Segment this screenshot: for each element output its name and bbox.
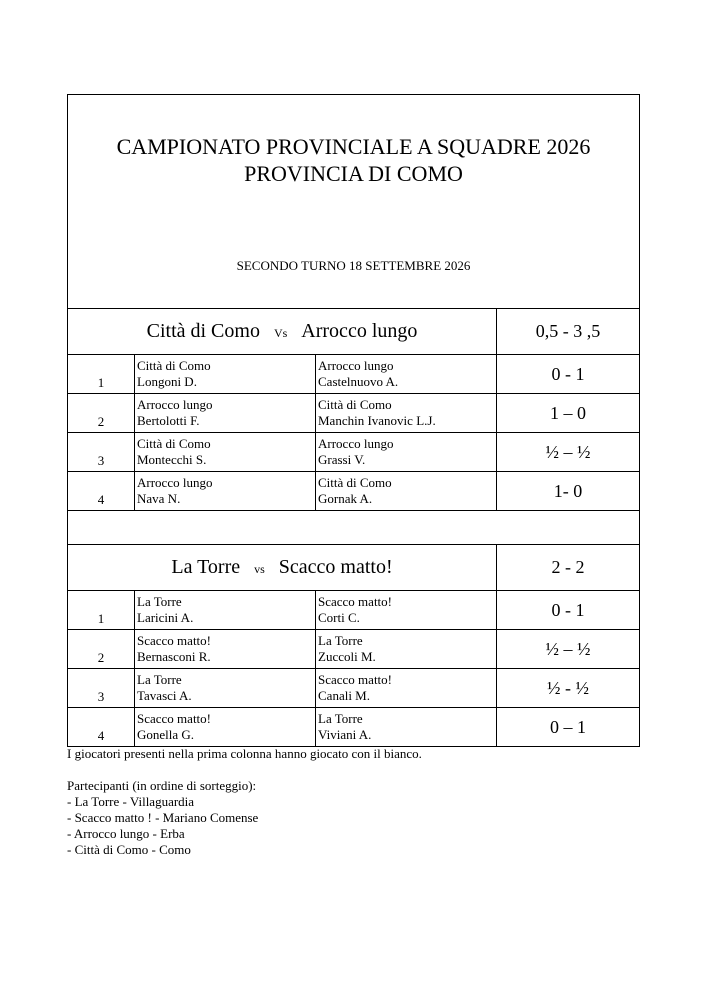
board-number: 4 <box>68 472 135 511</box>
team-b: Arrocco lungo <box>301 320 418 342</box>
team-name: Scacco matto! <box>318 594 392 609</box>
game-result: ½ – ½ <box>497 630 640 669</box>
white-player <box>135 630 316 669</box>
black-player <box>316 472 497 511</box>
game-result: ½ – ½ <box>497 433 640 472</box>
team-name: Arrocco lungo <box>137 397 213 412</box>
table-row <box>68 708 640 747</box>
team-b: Scacco matto! <box>278 556 393 578</box>
player-name: Grassi V. <box>318 452 366 467</box>
table-row <box>68 472 640 511</box>
table-row <box>68 630 640 669</box>
match-header <box>68 545 640 591</box>
team-name: Città di Como <box>318 475 392 490</box>
team-name: Arrocco lungo <box>137 475 213 490</box>
white-player <box>135 472 316 511</box>
game-result: 1 – 0 <box>497 394 640 433</box>
spacer-cell <box>68 511 640 545</box>
player-name: Gonella G. <box>137 727 195 742</box>
game-result: 0 – 1 <box>497 708 640 747</box>
board-number: 3 <box>68 669 135 708</box>
table-row <box>68 355 640 394</box>
page-title <box>68 133 639 187</box>
white-note: I giocatori presenti nella prima colonna hanno giocato con il bianco. <box>67 746 422 761</box>
table-row <box>68 669 640 708</box>
team-name: Scacco matto! <box>137 633 211 648</box>
header-cell <box>68 95 640 309</box>
match-teams <box>68 545 497 591</box>
board-number: 1 <box>68 355 135 394</box>
match-score: 0,5 - 3 ,5 <box>497 309 640 355</box>
spacer-row <box>68 511 640 545</box>
vs-label: vs <box>254 562 265 576</box>
player-name: Manchin Ivanovic L.J. <box>318 413 436 428</box>
white-player <box>135 394 316 433</box>
match-teams <box>68 309 497 355</box>
title-line-2: PROVINCIA DI COMO <box>244 161 463 186</box>
team-name: Città di Como <box>318 397 392 412</box>
player-name: Castelnuovo A. <box>318 374 399 389</box>
match-score: 2 - 2 <box>497 545 640 591</box>
game-result: 1- 0 <box>497 472 640 511</box>
title-line-1: CAMPIONATO PROVINCIALE A SQUADRE 2026 <box>116 134 591 159</box>
team-name: Arrocco lungo <box>318 436 394 451</box>
participants-heading: Partecipanti (in ordine di sorteggio): <box>67 778 257 793</box>
table-row <box>68 394 640 433</box>
board-number: 1 <box>68 591 135 630</box>
black-player <box>316 669 497 708</box>
participant-item: - Scacco matto ! - Mariano Comense <box>67 810 259 825</box>
player-name: Bernasconi R. <box>137 649 211 664</box>
white-player <box>135 355 316 394</box>
player-name: Zuccoli M. <box>318 649 376 664</box>
player-name: Longoni D. <box>137 374 197 389</box>
black-player <box>316 355 497 394</box>
white-player <box>135 669 316 708</box>
black-player <box>316 630 497 669</box>
game-result: 0 - 1 <box>497 355 640 394</box>
table-row <box>68 591 640 630</box>
participant-item: - Città di Como - Como <box>67 842 191 857</box>
results-table <box>67 94 640 747</box>
round-line: SECONDO TURNO 18 SETTEMBRE 2026 <box>236 258 471 273</box>
player-name: Laricini A. <box>137 610 194 625</box>
white-player <box>135 433 316 472</box>
game-result: 0 - 1 <box>497 591 640 630</box>
participant-item: - Arrocco lungo - Erba <box>67 826 185 841</box>
team-name: La Torre <box>318 711 363 726</box>
team-name: Città di Como <box>137 436 211 451</box>
black-player <box>316 708 497 747</box>
team-name: La Torre <box>137 594 182 609</box>
white-player <box>135 708 316 747</box>
match-header <box>68 309 640 355</box>
board-number: 3 <box>68 433 135 472</box>
team-name: La Torre <box>137 672 182 687</box>
player-name: Gornak A. <box>318 491 373 506</box>
board-number: 2 <box>68 394 135 433</box>
player-name: Nava N. <box>137 491 181 506</box>
player-name: Viviani A. <box>318 727 372 742</box>
results-sheet <box>67 94 639 747</box>
board-number: 4 <box>68 708 135 747</box>
notes <box>67 746 422 858</box>
team-name: Scacco matto! <box>137 711 211 726</box>
black-player <box>316 394 497 433</box>
vs-label: Vs <box>273 326 288 340</box>
team-name: Scacco matto! <box>318 672 392 687</box>
player-name: Montecchi S. <box>137 452 207 467</box>
team-name: La Torre <box>318 633 363 648</box>
player-name: Bertolotti F. <box>137 413 200 428</box>
team-name: Arrocco lungo <box>318 358 394 373</box>
table-row <box>68 433 640 472</box>
player-name: Canali M. <box>318 688 370 703</box>
black-player <box>316 591 497 630</box>
black-player <box>316 433 497 472</box>
participant-item: - La Torre - Villaguardia <box>67 794 195 809</box>
team-a: La Torre <box>171 556 241 578</box>
player-name: Tavasci A. <box>137 688 192 703</box>
team-a: Città di Como <box>146 320 260 342</box>
game-result: ½ - ½ <box>497 669 640 708</box>
player-name: Corti C. <box>318 610 360 625</box>
board-number: 2 <box>68 630 135 669</box>
team-name: Città di Como <box>137 358 211 373</box>
white-player <box>135 591 316 630</box>
